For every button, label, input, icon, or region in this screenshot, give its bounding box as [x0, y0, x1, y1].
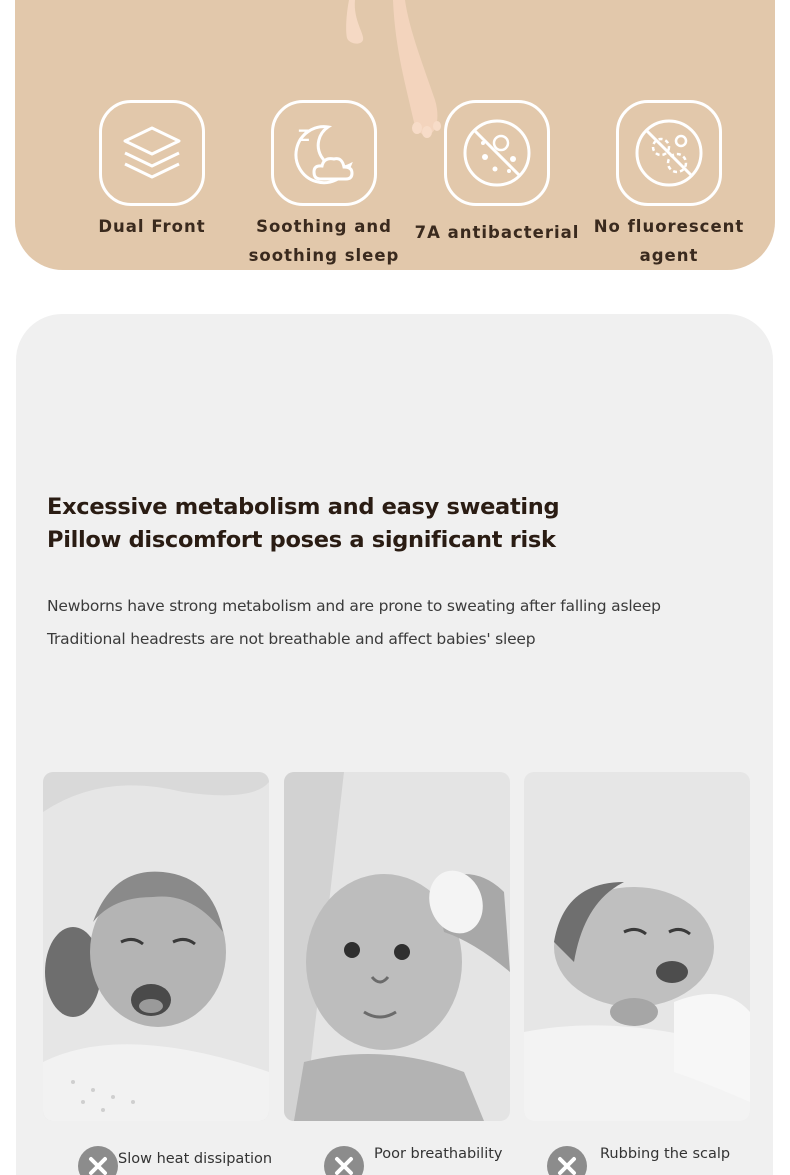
issue-caption-poor-breathability	[324, 1146, 514, 1175]
feature-label: soothing sleep	[248, 246, 400, 265]
feature-label: No fluorescent	[593, 217, 745, 236]
no-bacteria-icon	[444, 100, 550, 206]
issue-caption-slow-heat	[78, 1146, 278, 1175]
photo-crying-baby-on-pillow	[43, 772, 269, 1121]
description-line-1: Newborns have strong metabolism and are prone to sweating after falling asleep	[47, 597, 661, 615]
description-line-2: Traditional headrests are not breathable and affect babies' sleep	[47, 630, 536, 648]
photo-crying-newborn-lying	[524, 772, 750, 1121]
moon-cloud-icon	[271, 100, 377, 206]
feature-label: agent	[639, 246, 699, 265]
photo-baby-forehead-wiped	[284, 772, 510, 1121]
headline-line-2: Pillow discomfort poses a significant risk	[47, 527, 556, 553]
problem-description	[47, 590, 767, 656]
close-icon	[78, 1146, 118, 1175]
problem-headline	[47, 491, 747, 557]
caption-text: Rubbing the scalp	[600, 1146, 731, 1162]
no-fluorescent-icon	[616, 100, 722, 206]
headline-line-1: Excessive metabolism and easy sweating	[47, 494, 560, 520]
feature-label: 7A antibacterial	[414, 223, 580, 242]
svg-text:Z: Z	[298, 126, 310, 145]
issue-caption-rubbing-scalp	[547, 1146, 747, 1175]
close-icon	[547, 1146, 587, 1175]
feature-panel	[15, 0, 775, 270]
caption-text: Slow heat dissipation	[118, 1151, 273, 1167]
stacked-layers-icon	[99, 100, 205, 206]
feature-label: Dual Front	[98, 217, 206, 236]
feature-label: Soothing and	[256, 217, 392, 236]
caption-text: Poor breathability	[374, 1146, 503, 1162]
close-icon	[324, 1146, 364, 1175]
